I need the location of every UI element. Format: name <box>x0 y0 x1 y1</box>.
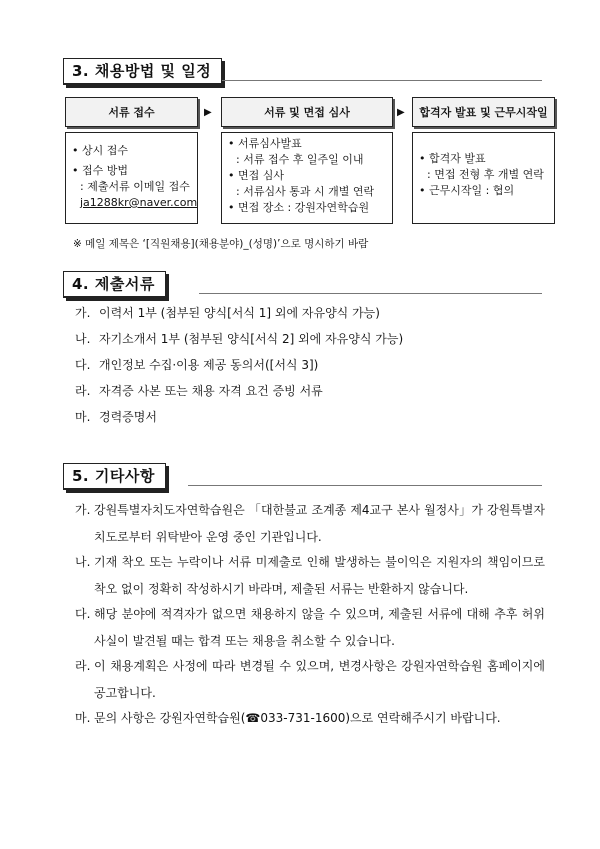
document-item <box>75 352 318 378</box>
step-1-body <box>65 132 198 224</box>
document-item <box>75 326 403 352</box>
document-item <box>75 404 157 430</box>
item-marker: 나. <box>75 332 91 346</box>
email-subject-note: ※ 메일 제목은 ‘[직원채용](채용분야)_(성명)’으로 명시하기 바람 <box>73 238 369 250</box>
item-marker: 마. <box>75 410 91 424</box>
notice-item <box>75 497 545 551</box>
step-2-line: • 서류심사발표 <box>228 137 302 150</box>
step-3-line: : 면접 전형 후 개별 연락 <box>427 168 544 181</box>
item-text: 이력서 1부 (첨부된 양식[서식 1] 외에 자유양식 가능) <box>99 306 380 320</box>
item-marker: 다. <box>75 358 91 372</box>
item-text: 강원특별자치도자연학습원은 「대한불교 조계종 제4교구 본사 월정사」가 강원특별자치도로부터 위탁받아 운영 중인 기관입니다. <box>94 503 545 544</box>
section-4-rule <box>199 293 542 294</box>
notice-item <box>75 653 545 707</box>
section-3-title: 3. 채용방법 및 일정 <box>63 58 222 85</box>
step-1-header: 서류 접수 <box>65 97 198 127</box>
document-item <box>75 300 380 326</box>
notice-item <box>75 549 545 603</box>
arrow-icon: ▶ <box>397 107 405 118</box>
item-text: 자격증 사본 또는 채용 자격 요건 증빙 서류 <box>99 384 323 398</box>
notice-item <box>75 705 545 732</box>
section-5-title: 5. 기타사항 <box>63 463 166 490</box>
step-1-line: • 상시 접수 <box>72 144 128 157</box>
section-5-rule <box>188 485 542 486</box>
arrow-icon: ▶ <box>204 107 212 118</box>
step-2-line: • 면접 장소 : 강원자연학습원 <box>228 201 370 214</box>
item-marker: 가. <box>75 503 91 517</box>
item-text: 경력증명서 <box>99 410 157 424</box>
item-marker: 마. <box>75 711 91 725</box>
step-1-line: • 접수 방법 <box>72 164 128 177</box>
section-3-rule <box>222 80 542 81</box>
step-2-header: 서류 및 면접 심사 <box>221 97 393 127</box>
step-2-line: • 면접 심사 <box>228 169 284 182</box>
step-1-line: : 제출서류 이메일 접수 <box>80 180 190 193</box>
item-text: 개인정보 수집·이용 제공 동의서([서식 3]) <box>99 358 319 372</box>
item-text: 자기소개서 1부 (첨부된 양식[서식 2] 외에 자유양식 가능) <box>99 332 404 346</box>
item-marker: 다. <box>75 607 91 621</box>
item-marker: 라. <box>75 659 91 673</box>
step-2-line: : 서류심사 통과 시 개별 연락 <box>236 185 375 198</box>
document-item <box>75 378 323 404</box>
notice-item <box>75 601 545 655</box>
item-text: 이 채용계획은 사정에 따라 변경될 수 있으며, 변경사항은 강원자연학습원 홈페이지에 공고합니다. <box>94 659 545 700</box>
step-3-header: 합격자 발표 및 근무시작일 <box>412 97 555 127</box>
item-marker: 라. <box>75 384 91 398</box>
item-marker: 나. <box>75 555 91 569</box>
item-text: 해당 분야에 적격자가 없으면 채용하지 않을 수 있으며, 제출된 서류에 대해 추후 허위사실이 발견될 때는 합격 또는 채용을 취소할 수 있습니다. <box>94 607 545 648</box>
step-2-body <box>221 132 393 224</box>
step-3-line: • 근무시작일 : 협의 <box>419 184 515 197</box>
section-4-title: 4. 제출서류 <box>63 271 166 298</box>
email-address: ja1288kr@naver.com <box>80 196 198 209</box>
step-3-body <box>412 132 555 224</box>
item-text: 문의 사항은 강원자연학습원(☎033-731-1600)으로 연락해주시기 바랍니다. <box>94 711 501 725</box>
item-marker: 가. <box>75 306 91 320</box>
item-text: 기재 착오 또는 누락이나 서류 미제출로 인해 발생하는 불이익은 지원자의 책임이므로 착오 없이 정확히 작성하시기 바라며, 제출된 서류는 반환하지 않습니다. <box>94 555 545 596</box>
step-3-line: • 합격자 발표 <box>419 152 486 165</box>
step-2-line: : 서류 접수 후 일주일 이내 <box>236 153 364 166</box>
